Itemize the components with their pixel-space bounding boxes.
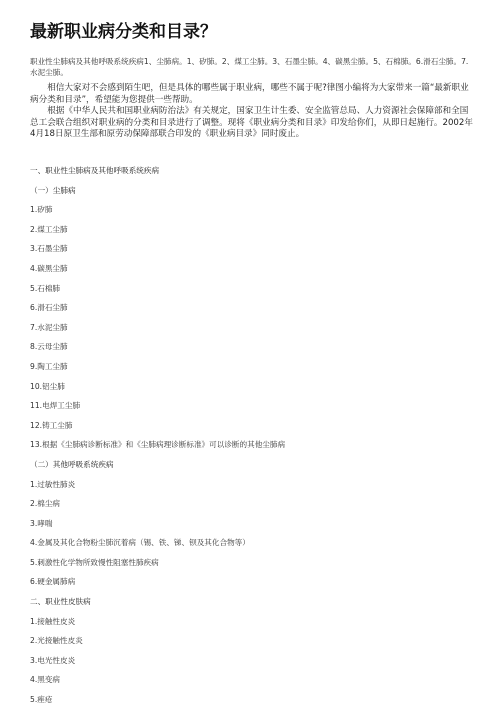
list-item: 6.硬金属肺病 [30,577,76,587]
list-item: 3.石墨尘肺 [30,244,68,254]
list-item: 5.石棉肺 [30,283,61,293]
list-item: 4.金属及其化合物粉尘肺沉着病（锡、铁、锑、钡及其化合物等） [30,538,250,548]
list-item: 11.电焊工尘肺 [30,401,81,411]
intro-paragraph: 相信大家对不会感到陌生吧，但是具体的哪些属于职业病，哪些不属于呢?律图小编将为大家带来一篇“最新职业病分类和目录”，希望能为您提供一些帮助。 [30,83,469,105]
list-item: 5.痤疮 [30,695,53,705]
list-section-heading: 一、职业性尘肺病及其他呼吸系统疾病 [30,166,160,175]
list-item: 10.铝尘肺 [30,381,65,391]
list-item: 7.水泥尘肺 [30,322,68,332]
list-item: 6.滑石尘肺 [30,303,68,313]
list-item: 13.根据《尘肺病诊断标准》和《尘肺病理诊断标准》可以诊断的其他尘肺病 [30,440,286,450]
list-item: 1.接触性皮炎 [30,616,76,626]
list-item: 1.矽肺 [30,205,53,215]
summary-text: 职业性尘肺病及其他呼吸系统疾病1、尘肺病。1、矽肺。2、煤工尘肺。3、石墨尘肺。4、碳黑尘肺。5、石棉肺。6.滑石尘肺。7.水泥尘肺。 [30,57,469,77]
list-item: 9.陶工尘肺 [30,361,68,371]
intro-section [30,83,475,141]
list-item: 1.过敏性肺炎 [30,479,76,489]
list-section-heading: 二、职业性皮肤病 [30,597,91,607]
list-item: 2.棉尘病 [30,499,61,509]
page-title: 最新职业病分类和目录？ [30,22,217,42]
intro-paragraph: 根据《中华人民共和国职业病防治法》有关规定，国家卫生计生委、安全监管总局、人力资源社会保障部和全国总工会联合组织对职业病的分类和目录进行了调整。现将《职业病分类和目录》印发给你们，从即日起施行。2002年4月18日原卫生部和原劳动保障部联合印发的《职业病目录》同时废止。 [30,106,473,139]
list-item: 12.铸工尘肺 [30,420,73,430]
disease-list [30,161,475,710]
list-item: 8.云母尘肺 [30,342,68,352]
list-subsection-heading: （一）尘肺病 [30,185,76,195]
list-item: 5.刺激性化学物所致慢性阻塞性肺疾病 [30,557,159,567]
list-item: 3.电光性皮炎 [30,655,76,665]
list-subsection-heading: （二）其他呼吸系统疾病 [30,459,114,469]
list-item: 4.黑变病 [30,675,61,685]
list-item: 4.碳黑尘肺 [30,263,68,273]
list-item: 3.哮喘 [30,518,53,528]
list-item: 2.光接触性皮炎 [30,636,83,646]
list-item: 2.煤工尘肺 [30,224,68,234]
